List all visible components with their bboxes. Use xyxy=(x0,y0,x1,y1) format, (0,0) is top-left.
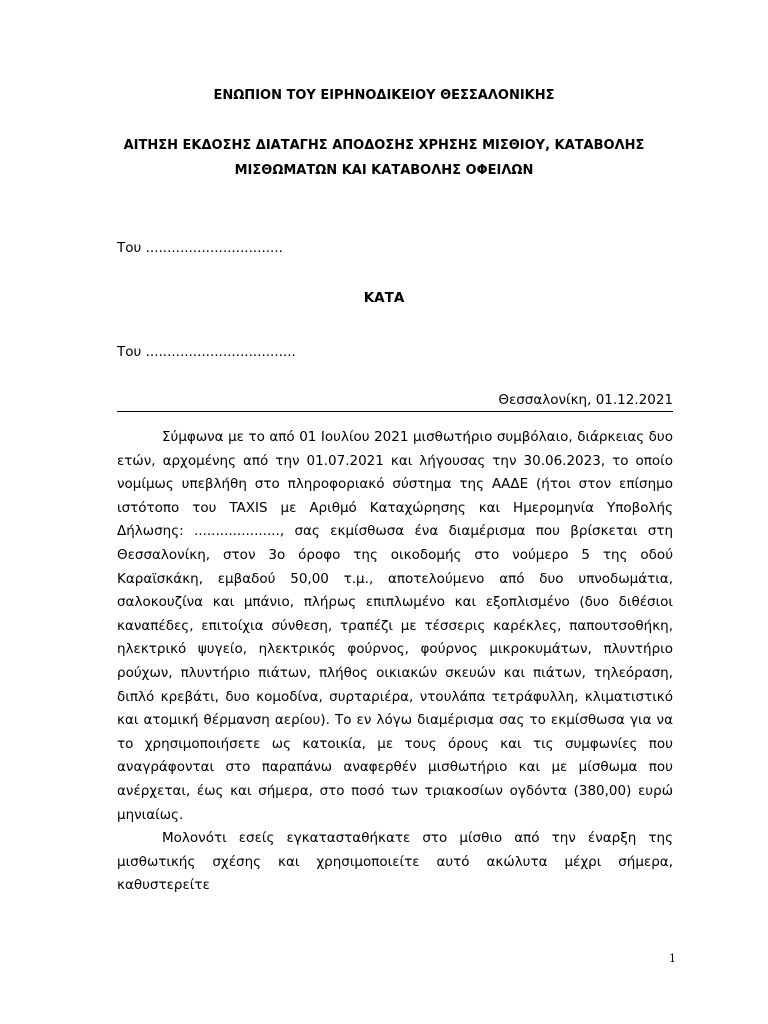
court-heading: ΕΝΩΠΙΟΝ ΤΟΥ ΕΙΡΗΝΟΔΙΚΕΙΟΥ ΘΕΣΣΑΛΟΝΙΚΗΣ xyxy=(213,88,555,103)
versus-heading: ΚΑΤΑ xyxy=(363,290,405,306)
document-title-line-2: ΜΙΣΘΩΜΑΤΩΝ ΚΑΙ ΚΑΤΑΒΟΛΗΣ ΟΦΕΙΛΩΝ xyxy=(234,163,534,178)
document-body xyxy=(117,426,673,898)
body-paragraph-1: Σύμφωνα με το από 01 Ιουλίου 2021 μισθωτήριο συμβόλαιο, διάρκειας δυο ετών, αρχομένης από την 01.07.2021 και λήγουσας την 30.06.2023, το οποίο νομίμως υπεβλήθη στο πληροφοριακό σύστημα της ΑΑΔΕ (ήτοι στον επίσημο ιστότοπο του TAXIS με Αριθμό Καταχώρησης και Ημερομηνία Υποβολής Δήλωσης: ...................., σας εκμίσθωσα ένα διαμέρισμα που βρίσκεται στη Θεσσαλονίκη, στον 3ο όροφο της οικοδομής στο νούμερο 5 της οδού Καραϊσκάκη, εμβαδού 50,00 τ.μ., αποτελούμενο από δυο υπνοδωμάτια, σαλοκουζίνα και μπάνιο, πλήρως επιπλωμένο και εξοπλισμένο (δυο διθέσιοι καναπέδες, επιτοίχια σύνθεση, τραπέζι με τέσσερις καρέκλες, παπουτσοθήκη, ηλεκτρικό ψυγείο, ηλεκτρικός φούρνος, φούρνος μικροκυμάτων, πλυντήριο ρούχων, πλυντήριο πιάτων, πλήθος οικιακών σκευών και πιάτων, τηλεόραση, διπλό κρεβάτι, δυο κομοδίνα, συρταριέρα, ντουλάπα τετράφυλλη, κλιματιστικό και ατομική θέρμανση αερίου). Το εν λόγω διαμέρισμα σας το εκμίσθωσα για να το χρησιμοποιήσετε ως κατοικία, με τους όρους και τις συμφωνίες που αναγράφονται στο παραπάνω αναφερθέν μισθωτήριο και με μίσθωμα που ανέρχεται, έως και σήμερα, στο ποσό των τριακοσίων ογδόντα (380,00) ευρώ μηνιαίως. xyxy=(117,429,673,823)
body-paragraph-2: Μολονότι εσείς εγκατασταθήκατε στο μίσθιο από την έναρξη της μισθωτικής σχέσης και χρησιμοποιείτε αυτό ακώλυτα μέχρι σήμερα, καθυστερείτε xyxy=(117,830,673,894)
place-date: Θεσσαλονίκη, 01.12.2021 xyxy=(498,392,673,408)
applicant-line: Του ................................ xyxy=(117,240,283,256)
document-title-line-1: ΑΙΤΗΣΗ ΕΚΔΟΣΗΣ ΔΙΑΤΑΓΗΣ ΑΠΟΔΟΣΗΣ ΧΡΗΣΗΣ ΜΙΣΘΙΟΥ, ΚΑΤΑΒΟΛΗΣ xyxy=(123,138,645,153)
horizontal-rule xyxy=(117,411,673,412)
respondent-line: Του ................................... xyxy=(117,344,296,360)
page-number: 1 xyxy=(669,952,676,965)
